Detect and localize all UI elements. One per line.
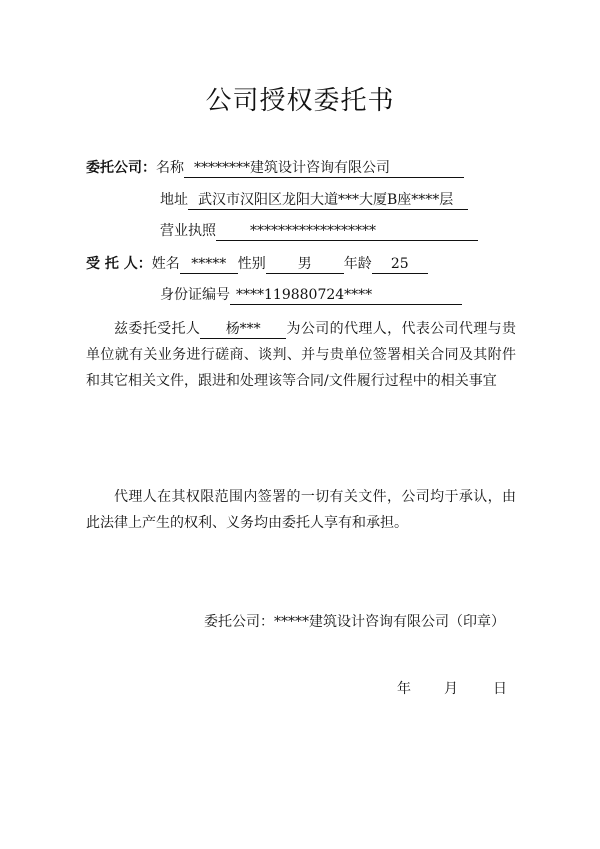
principal-license-row (160, 221, 478, 241)
date-month: 月 (444, 681, 458, 697)
agent-label: 受 托 人： (86, 256, 152, 272)
agent-id-row (160, 285, 462, 305)
date-day: 日 (493, 681, 507, 697)
liability-paragraph: 代理人在其权限范围内签署的一切有关文件，公司均于承认，由此法律上产生的权利、义务均由委托人享有和承担。 (86, 489, 516, 531)
agent-name-value: ***** (180, 255, 238, 274)
agent-id-value: ****119880724**** (230, 286, 462, 305)
principal-license-value: ****************** (216, 222, 478, 241)
para1-suffix: 为公司的代理人，代表公司代理与贵单位就有关业务进行磋商、谈判、并与贵单位签署相关合同及其附件和其它相关文件，跟进和处理该等合同/文件履行过程中的相关事宜 (86, 321, 517, 389)
principal-signature: 委托公司：*****建筑设计咨询有限公司（印章） (204, 614, 505, 630)
principal-name-row (86, 158, 464, 178)
date-year: 年 (397, 681, 411, 697)
para1-agent-name: 杨*** (200, 320, 286, 339)
principal-address-row (160, 190, 468, 210)
principal-address-label: 地址 (160, 192, 188, 208)
agent-row (86, 254, 428, 274)
principal-label: 委托公司： (86, 160, 156, 176)
authorization-paragraph (86, 316, 516, 394)
principal-name-label: 名称 (156, 160, 184, 176)
para1-prefix: 兹委托受托人 (114, 321, 201, 337)
agent-age-value: 25 (372, 255, 428, 274)
principal-address-value: 武汉市汉阳区龙阳大道***大厦B座****层 (188, 191, 468, 210)
principal-license-label: 营业执照 (160, 223, 216, 239)
agent-gender-label: 性别 (237, 256, 266, 272)
agent-gender-value: 男 (266, 255, 344, 274)
agent-name-label: 姓名 (151, 256, 180, 272)
document-title: 公司授权委托书 (205, 86, 395, 116)
principal-name-value: ********建筑设计咨询有限公司 (184, 159, 464, 178)
agent-age-label: 年龄 (343, 256, 372, 272)
agent-id-label: 身份证编号 (160, 287, 230, 303)
